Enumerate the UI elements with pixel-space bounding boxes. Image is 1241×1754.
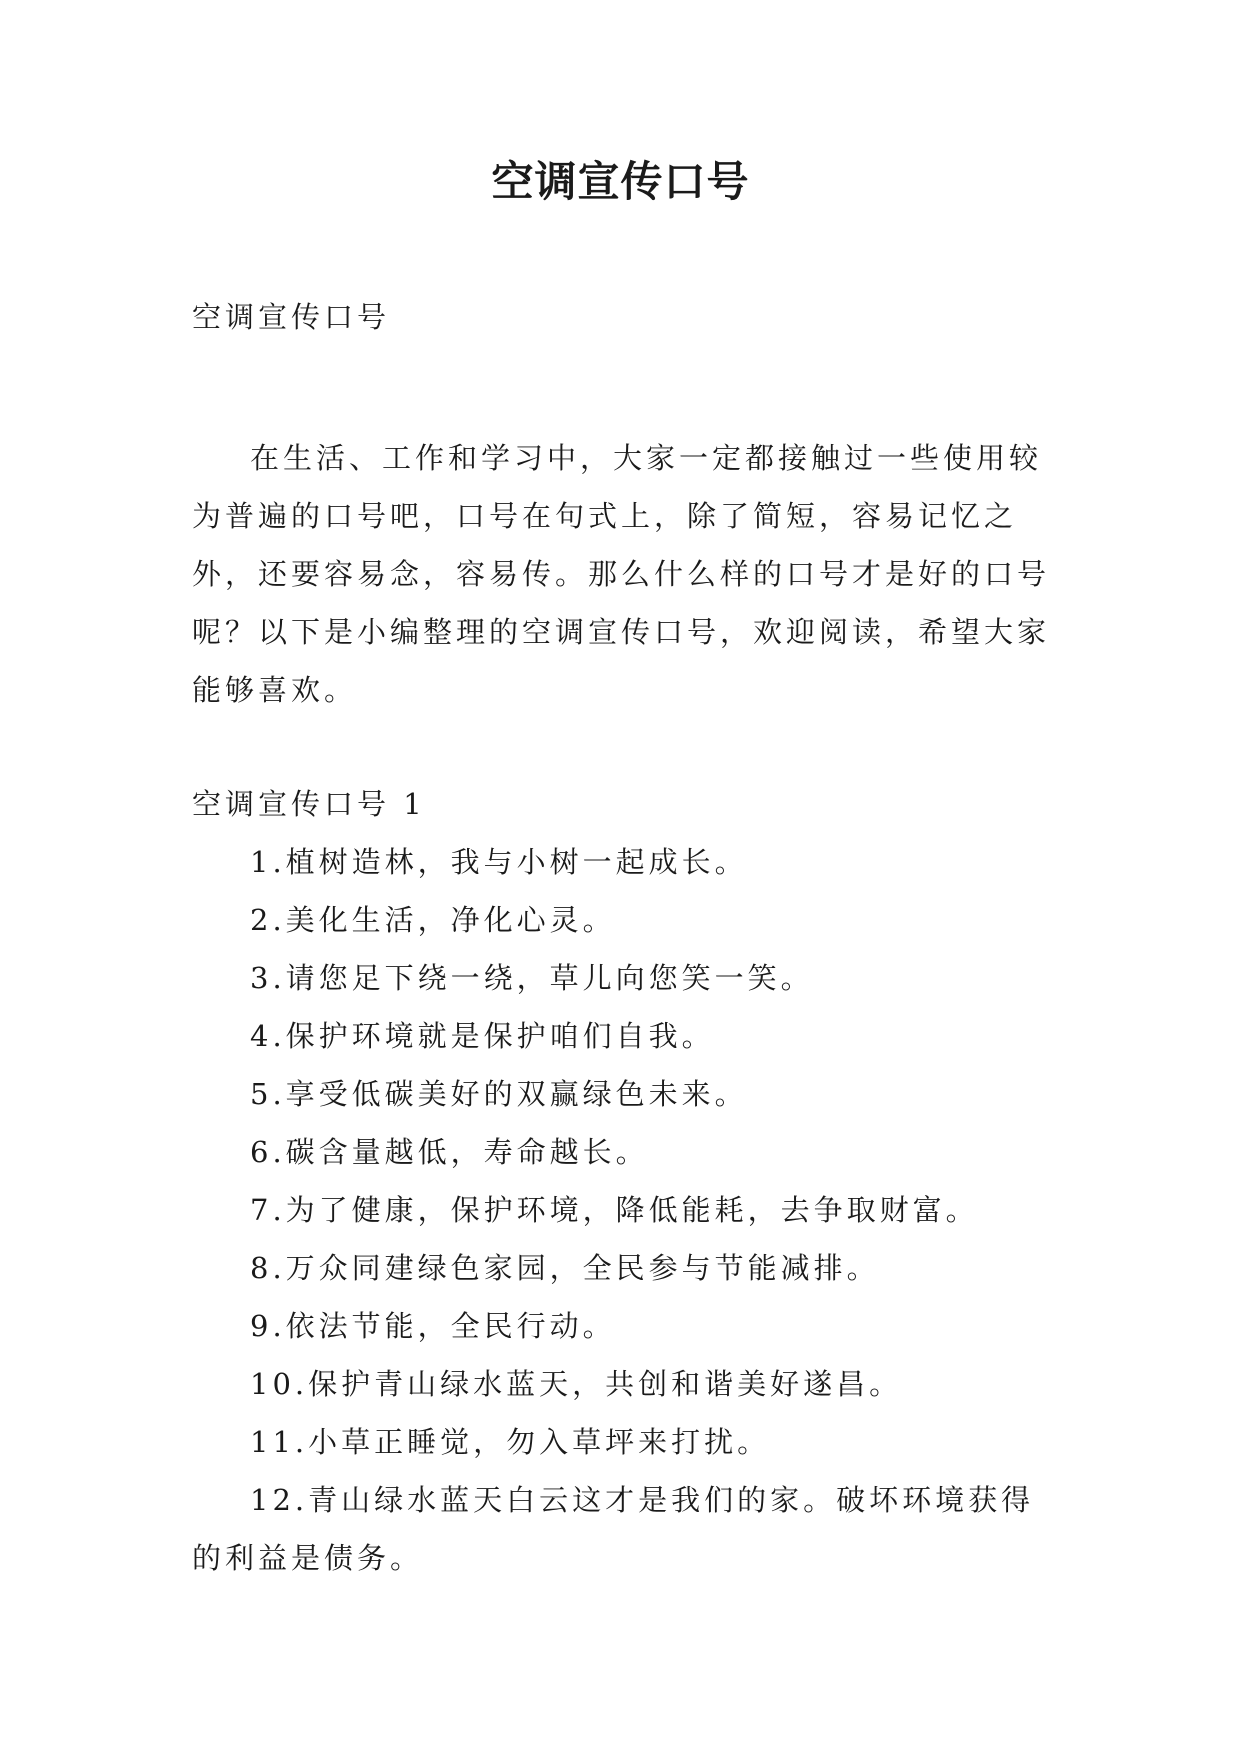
slogan-item: 7.为了健康，保护环境，降低能耗，去争取财富。 (250, 1193, 979, 1227)
document-subtitle: 空调宣传口号 (192, 300, 391, 334)
slogan-item: 6.碳含量越低，寿命越长。 (250, 1135, 649, 1169)
slogan-item: 10.保护青山绿水蓝天，共创和谐美好遂昌。 (250, 1367, 903, 1401)
slogan-item: 3.请您足下绕一绕，草儿向您笑一笑。 (250, 961, 814, 995)
intro-paragraph: 在生活、工作和学习中，大家一定都接触过一些使用较为普遍的口号吧，口号在句式上，除了简短，容易记忆之外，还要容易念，容易传。那么什么样的口号才是好的口号呢？以下是小编整理的空调宣传口号，欢迎阅读，希望大家能够喜欢。 (192, 441, 1051, 707)
slogan-item: 9.依法节能，全民行动。 (250, 1309, 616, 1343)
slogan-item: 2.美化生活，净化心灵。 (250, 903, 616, 937)
section-heading: 空调宣传口号 1 (192, 787, 426, 821)
slogan-list (192, 833, 1052, 1587)
slogan-item: 5.享受低碳美好的双赢绿色未来。 (250, 1077, 748, 1111)
slogan-item: 4.保护环境就是保护咱们自我。 (250, 1019, 715, 1053)
slogan-item: 11.小草正睡觉，勿入草坪来打扰。 (250, 1425, 771, 1459)
document-title: 空调宣传口号 (491, 157, 750, 206)
slogan-item: 8.万众同建绿色家园，全民参与节能减排。 (250, 1251, 880, 1285)
document-body (192, 288, 1052, 1587)
slogan-item: 1.植树造林，我与小树一起成长。 (250, 845, 748, 879)
slogan-item: 12.青山绿水蓝天白云这才是我们的家。破坏环境获得的利益是债务。 (192, 1483, 1035, 1575)
